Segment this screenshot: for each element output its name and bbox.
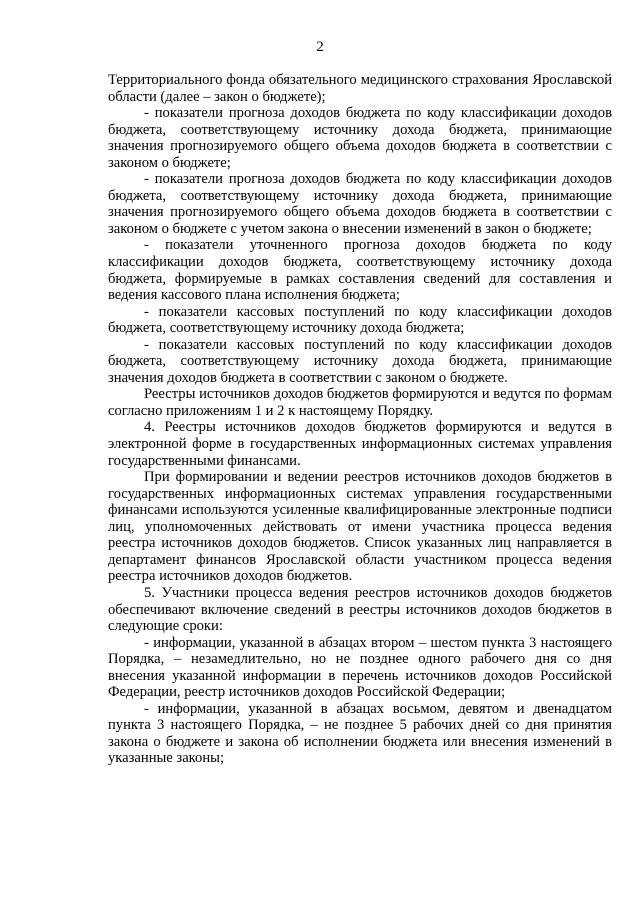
list-item: - информации, указанной в абзацах восьмом, девятом и двенадцатом пункта 3 настоящего Порядка, – не позднее 5 рабочих дней со дня принятия закона о бюджете и закона об исполнении бюджета или внесения изменений в указанные законы; — [108, 700, 612, 767]
list-item: - информации, указанной в абзацах втором – шестом пункта 3 настоящего Порядка, – незамедлительно, но не позднее одного рабочего дня со дня внесения указанной информации в перечень источников доходов Российской Федерации, реестр источников доходов Российской Федерации; — [108, 634, 612, 701]
paragraph: При формировании и ведении реестров источников доходов бюджетов в государственных информационных системах управления государственными финансами используются усиленные квалифицированные электронные подписи лиц, уполномоченных действовать от имени участника процесса ведения реестра источников доходов бюджетов. Список указанных лиц направляется в департамент финансов Ярославской области участником процесса ведения реестра источников доходов бюджетов. — [108, 469, 612, 585]
paragraph: 4. Реестры источников доходов бюджетов формируются и ведутся в электронной форме в государственных информационных системах управления государственными финансами. — [108, 419, 612, 469]
document-body — [108, 72, 612, 767]
paragraph: Реестры источников доходов бюджетов формируются и ведутся по формам согласно приложениям 1 и 2 к настоящему Порядку. — [108, 386, 612, 419]
list-item: - показатели прогноза доходов бюджета по коду классификации доходов бюджета, соответствующему источнику дохода бюджета, принимающие значения прогнозируемого общего объема доходов бюджета в соответствии с законом о бюджете; — [108, 105, 612, 171]
list-item: - показатели кассовых поступлений по коду классификации доходов бюджета, соответствующему источнику дохода бюджета, принимающие значения доходов бюджета в соответствии с законом о бюджете. — [108, 336, 612, 386]
paragraph: 5. Участники процесса ведения реестров источников доходов бюджетов обеспечивают включение сведений в реестры источников доходов бюджетов в следующие сроки: — [108, 584, 612, 635]
list-item: - показатели уточненного прогноза доходов бюджета по коду классификации доходов бюджета, соответствующему источнику дохода бюджета, формируемые в рамках составления сведений для составления и ведения кассового плана исполнения бюджета; — [108, 237, 612, 304]
list-item: - показатели кассовых поступлений по коду классификации доходов бюджета, соответствующему источнику дохода бюджета; — [108, 303, 612, 337]
paragraph: Территориального фонда обязательного медицинского страхования Ярославской области (далее – закон о бюджете); — [108, 72, 612, 105]
page-number: 2 — [316, 39, 324, 55]
list-item: - показатели прогноза доходов бюджета по коду классификации доходов бюджета, соответствующему источнику дохода бюджета, принимающие значения прогнозируемого общего объема доходов бюджета в соответствии с законом о бюджете с учетом закона о внесении изменений в закон о бюджете; — [108, 171, 612, 237]
